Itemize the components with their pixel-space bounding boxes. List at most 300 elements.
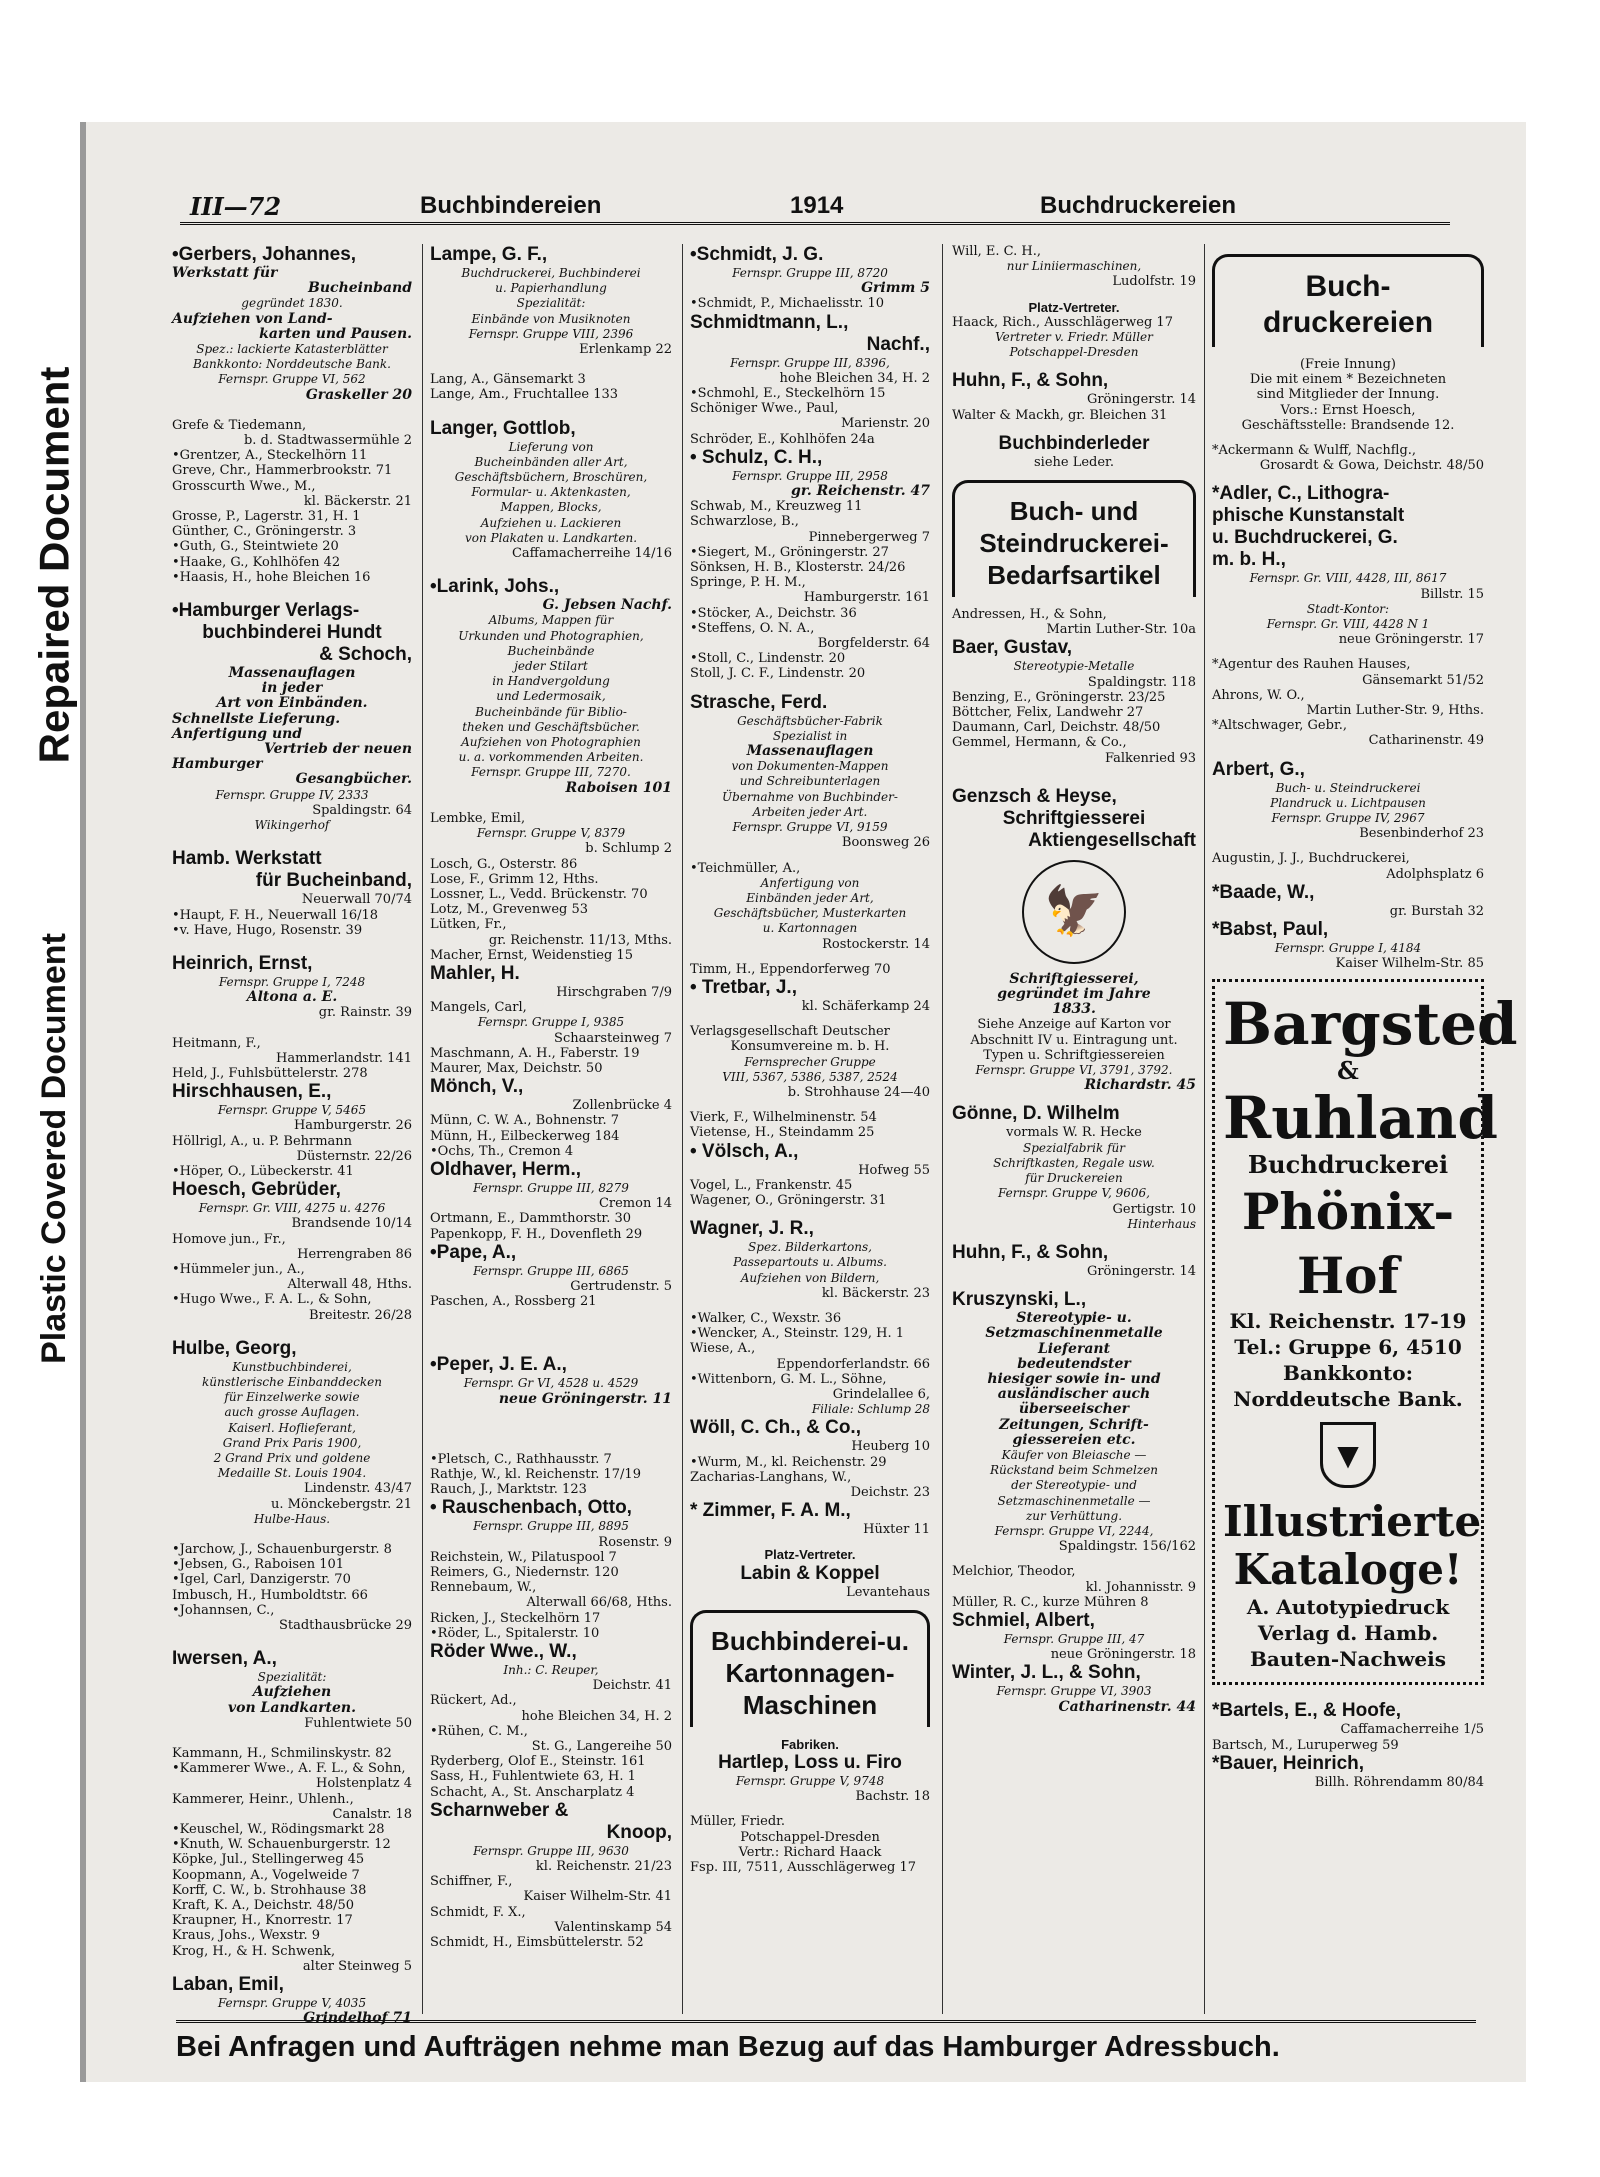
entry-line: Fernspr. Gruppe V, 9748	[735, 1774, 885, 1789]
entry-line: St. G., Langereihe 50	[531, 1739, 672, 1755]
entry-line: Einbände von Musiknoten	[471, 311, 631, 326]
entry-line: Benzing, E., Gröningerstr. 23/25	[952, 689, 1166, 705]
spacer	[952, 1279, 1196, 1289]
entry-heading: Mönch, V.,	[430, 1076, 524, 1098]
entry-line: Catharinenstr. 49	[1368, 733, 1484, 749]
entry-line: Hulbe-Haus.	[253, 1511, 331, 1526]
entry-line: kl. Schäferkamp 24	[801, 998, 930, 1014]
entry-line: Inh.: C. Reuper,	[503, 1663, 599, 1678]
entry-line: Hamburger	[172, 756, 263, 773]
entry-line: Buch- u. Steindruckerei	[1275, 780, 1421, 795]
entry-line: überseeischer	[1018, 1401, 1130, 1418]
plastic-covered-label: Plastic Covered Document	[14, 868, 94, 1428]
column-5-after-entries	[1212, 1700, 1484, 1790]
entry-line: Urkunden und Photographien,	[458, 628, 644, 643]
spacer	[690, 682, 930, 692]
entry-line: Wikingerhof	[254, 818, 330, 833]
entry-line: von Dokumenten-Mappen	[731, 759, 889, 774]
entry-line: Cremon 14	[598, 1196, 672, 1212]
column-4-after-entries	[952, 607, 1196, 1715]
entry-line: (Freie Innung)	[1299, 357, 1396, 372]
entry-line: •Johannsen, C.,	[172, 1602, 275, 1618]
entry-line: Kammann, H., Schmilinskystr. 82	[172, 1746, 392, 1762]
entry-line: •Haupt, F. H., Neuerwall 16/18	[172, 907, 379, 923]
entry-line: Spaldingstr. 156/162	[1058, 1539, 1196, 1555]
ad-line: Kl. Reichenstr. 17-19	[1229, 1309, 1467, 1334]
entry-line: u. Kartonnagen	[762, 921, 858, 936]
entry-line: Greve, Chr., Hammerbrookstr. 71	[172, 463, 393, 479]
entry-line: Wiese, A.,	[690, 1341, 756, 1357]
entry-line: Grimm 5	[861, 280, 930, 297]
spacer	[172, 1633, 412, 1648]
entry-line: neue Gröningerstr. 11	[498, 1390, 672, 1407]
entry-line: Spezialität:	[257, 1670, 327, 1685]
spacer	[430, 1324, 672, 1339]
entry-line: Mappen, Blocks,	[500, 500, 602, 515]
entry-line: Sass, H., Fuhlentwiete 63, H. 1	[430, 1769, 636, 1785]
entry-line: gr. Rainstr. 39	[318, 1005, 412, 1021]
entry-line: Hüxter 11	[863, 1522, 930, 1538]
entry-heading: & Schoch,	[319, 644, 412, 666]
entry-line: bedeutendster	[1017, 1355, 1131, 1372]
entry-line: theken und Geschäftsbücher.	[462, 719, 640, 734]
entry-heading: Schmiel, Albert,	[952, 1609, 1095, 1631]
entry-line: Stoll, J. C. F., Lindenstr. 20	[690, 666, 866, 682]
spacer	[952, 1093, 1196, 1103]
entry-heading: Wöll, C. Ch., & Co.,	[690, 1417, 861, 1439]
entry-heading: Hulbe, Georg,	[172, 1337, 297, 1359]
entry-line: Geschäftsbüchern, Broschüren,	[454, 470, 648, 485]
entry-line: Vierk, F., Wilhelminenstr. 54	[690, 1110, 877, 1126]
entry-line: Holstenplatz 4	[316, 1776, 412, 1792]
entry-line: Martin Luther-Str. 9, Hths.	[1306, 703, 1484, 719]
entry-heading: •Hamburger Verlags-	[172, 600, 360, 622]
entry-line: Kraft, K. A., Deichstr. 48/50	[172, 1898, 355, 1914]
entry-line: Stereotypie-Metalle	[1013, 659, 1135, 674]
entry-line: Münn, C. W. A., Bohnenstr. 7	[430, 1113, 619, 1129]
entry-line: Einbänden jeder Art,	[746, 890, 874, 905]
column-3-entries	[690, 244, 930, 1600]
entry-line: karten und Pausen.	[259, 325, 412, 342]
entry-line: •Grentzer, A., Steckelhörn 11	[172, 448, 368, 464]
entry-line: Fernspr. Gr. VIII, 4428, III, 8617	[1249, 571, 1447, 586]
entry-heading: *Bartels, E., & Hoofe,	[1212, 1700, 1401, 1722]
entry-line: Losch, G., Osterstr. 86	[430, 856, 578, 872]
entry-line: Schaarsteinweg 7	[554, 1030, 672, 1046]
entry-line: Käufer von Bleiasche —	[1001, 1447, 1147, 1462]
entry-line: Richardstr. 45	[1084, 1077, 1196, 1094]
entry-line: Altona a. E.	[246, 989, 338, 1006]
entry-heading: Winter, J. L., & Sohn,	[952, 1662, 1141, 1684]
entry-line: Fernspr. Gruppe IV, 2967	[1271, 811, 1425, 826]
entry-line: Abschnitt IV u. Eintragung unt.	[970, 1032, 1178, 1048]
entry-line: Fuhlentwiete 50	[304, 1715, 412, 1731]
entry-line: •Igel, Carl, Danzigerstr. 70	[172, 1572, 351, 1588]
spacer	[172, 938, 412, 953]
entry-line: Deichstr. 41	[592, 1678, 672, 1694]
entry-line: Fernspr. Gr VI, 4528 u. 4529	[463, 1376, 639, 1391]
spacer	[690, 1100, 930, 1110]
entry-line: Anfertigung von	[760, 875, 860, 890]
entry-line: Rückstand beim Schmelzen	[989, 1463, 1159, 1478]
entry-heading: Gönne, D. Wilhelm	[952, 1103, 1120, 1125]
entry-line: Geschäftsbücher, Musterkarten	[713, 906, 907, 921]
entry-line: Münn, H., Eilbeckerweg 184	[430, 1128, 620, 1144]
entry-line: Kraus, Johs., Wexstr. 9	[172, 1928, 321, 1944]
entry-line: Fernspr. Gruppe III, 8396,	[730, 355, 890, 370]
header-year: 1914	[790, 192, 844, 219]
entry-line: Aufziehen von Photographien	[461, 735, 641, 750]
entry-line: Macher, Ernst, Weidenstieg 15	[430, 947, 633, 963]
entry-line: Kammerer, Heinr., Uhlenh.,	[172, 1791, 354, 1807]
entry-line: Wagener, O., Gröningerstr. 31	[690, 1192, 887, 1208]
spacer	[952, 290, 1196, 300]
header-left-title: Buchbindereien	[420, 192, 602, 219]
entry-line: neue Gröningerstr. 18	[1050, 1647, 1196, 1663]
entry-line: Heuberg 10	[851, 1439, 930, 1455]
spacer	[430, 357, 672, 372]
entry-line: Medaille St. Louis 1904.	[217, 1466, 367, 1481]
entry-line: jeder Stilart	[514, 659, 588, 674]
entry-heading: Langer, Gottlob,	[430, 417, 576, 439]
entry-line: gegründet im Jahre	[997, 986, 1151, 1003]
entry-line: und Schreibunterlagen	[739, 774, 881, 789]
entry-line: *Altschwager, Gebr.,	[1212, 718, 1347, 734]
column-divider	[942, 244, 943, 2014]
entry-line: Haack, Rich., Ausschlägerweg 17	[952, 314, 1173, 330]
entry-line: Fernspr. Gruppe I, 4184	[1274, 941, 1422, 956]
entry-line: Gesangbücher.	[295, 771, 412, 788]
spacer	[430, 1309, 672, 1324]
entry-line: Plandruck u. Lichtpausen	[1270, 795, 1426, 810]
entry-line: Fernspr. Gruppe III, 7270.	[471, 765, 631, 780]
ad-line: Bauten-Nachweis	[1250, 1647, 1446, 1672]
entry-line: •Hümmeler jun., A.,	[172, 1261, 305, 1277]
entry-line: Fernspr. Gruppe III, 47	[1003, 1631, 1145, 1646]
entry-line: Ahrons, W. O.,	[1212, 687, 1305, 703]
entry-heading: Röder Wwe., W.,	[430, 1641, 577, 1663]
entry-line: Vogel, L., Frankenstr. 45	[690, 1177, 853, 1193]
entry-line: gr. Reichenstr. 47	[791, 483, 930, 500]
entry-heading: Schmidtmann, L.,	[690, 311, 849, 333]
entry-line: Ricken, J., Steckelhörn 17	[430, 1610, 601, 1626]
entry-line: Arbeiten jeder Art.	[752, 804, 868, 819]
entry-line: •Wencker, A., Steinstr. 129, H. 1	[690, 1326, 904, 1342]
entry-line: •Ochs, Th., Cremon 4	[430, 1143, 574, 1159]
entry-line: sind Mitglieder der Innung.	[1256, 387, 1440, 403]
entry-line: Stereotypie- u.	[1016, 1310, 1132, 1327]
ad-line: Verlag d. Hamb.	[1257, 1621, 1439, 1646]
entry-line: Köpke, Jul., Stellingerweg 45	[172, 1852, 365, 1868]
entry-line: •Haake, G., Kohlhöfen 42	[172, 554, 341, 570]
entry-line: Fernspr. Gruppe I, 9385	[477, 1015, 625, 1030]
entry-line: Typen u. Schriftgiessereien	[983, 1047, 1165, 1063]
entry-line: Konsumvereine m. b. H.	[730, 1039, 890, 1055]
spacer	[430, 1339, 672, 1354]
entry-line: Bachstr. 18	[855, 1789, 930, 1805]
entry-line: Levantehaus	[846, 1584, 930, 1600]
entry-line: Spezialität:	[516, 296, 586, 311]
entry-line: Gänsemarkt 51/52	[1362, 672, 1484, 688]
ad-line: &	[1337, 1056, 1359, 1086]
entry-line: kl. Johannisstr. 9	[1085, 1579, 1196, 1595]
entry-line: Schwab, M., Kreuzweg 11	[690, 499, 863, 515]
section-box-bedarfsartikel: Buch- und Steindruckerei-Bedarfsartikel	[952, 480, 1196, 597]
entry-line: kl. Bäckerstr. 23	[821, 1285, 930, 1301]
spacer	[172, 1527, 412, 1542]
entry-line: Zollenbrücke 4	[572, 1098, 672, 1114]
entry-line: Gröningerstr. 14	[1086, 392, 1196, 408]
entry-line: Bartsch, M., Luruperweg 59	[1212, 1737, 1399, 1753]
entry-line: von Plakaten u. Landkarten.	[464, 530, 638, 545]
entry-line: gr. Reichenstr. 11/13, Mths.	[488, 932, 672, 948]
entry-line: Timm, H., Eppendorferweg 70	[690, 961, 891, 977]
repaired-document-label: Repaired Document	[14, 285, 94, 845]
entry-line: Valentinskamp 54	[554, 1919, 672, 1935]
spacer	[172, 1731, 412, 1746]
column-5-entries	[1212, 357, 1484, 971]
ad-line: Illustrierte	[1223, 1497, 1482, 1547]
entry-line: •Pletsch, C., Rathhausstr. 7	[430, 1451, 612, 1467]
entry-line: Bucheinbände	[507, 643, 595, 658]
entry-line: Spaldingstr. 64	[312, 802, 412, 818]
entry-line: Stadt-Kontor:	[1306, 601, 1390, 616]
entry-line: Besenbinderhof 23	[1359, 826, 1484, 842]
column-1	[172, 244, 412, 2026]
entry-line: Fernspr. Gruppe V, 5465	[217, 1103, 367, 1118]
entry-line: Adolphsplatz 6	[1386, 866, 1484, 882]
entry-line: Formular- u. Aktenkasten,	[471, 485, 631, 500]
column-3	[690, 244, 930, 1875]
entry-heading: Baer, Gustav,	[952, 637, 1073, 659]
shield-icon: ▼	[1320, 1422, 1376, 1488]
entry-line: •Siegert, M., Gröningerstr. 27	[690, 544, 889, 560]
entry-heading: phische Kunstanstalt	[1212, 505, 1405, 527]
entry-line: zur Verhüttung.	[1025, 1508, 1123, 1523]
entry-line: Lossner, L., Vedd. Brückenstr. 70	[430, 886, 648, 902]
entry-line: Imbusch, H., Humboldtstr. 66	[172, 1587, 368, 1603]
entry-line: Aufziehen u. Lackieren	[480, 515, 622, 530]
entry-heading: Iwersen, A.,	[172, 1648, 277, 1670]
ad-line: A. Autotypiedruck	[1246, 1595, 1450, 1620]
entry-line: •Stoll, C., Lindenstr. 20	[690, 651, 846, 667]
entry-line: in jeder	[261, 680, 323, 697]
entry-line: Fernspr. Gr. VIII, 4275 u. 4276	[198, 1201, 386, 1216]
entry-line: Grosse, P., Lagerstr. 31, H. 1	[172, 509, 361, 525]
entry-line: Vertrieb der neuen	[264, 741, 412, 758]
entry-line: Schröder, E., Kohlhöfen 24a	[690, 431, 875, 447]
entry-line: Bucheinbänden aller Art,	[474, 454, 628, 469]
entry-line: Spez.: lackierte Katasterblätter	[196, 342, 388, 357]
entry-line: Maurer, Max, Deichstr. 50	[430, 1060, 603, 1076]
spacer	[690, 1804, 930, 1814]
entry-line: Schacht, A., St. Anscharplatz 4	[430, 1784, 635, 1800]
entry-line: Brandsende 10/14	[291, 1216, 412, 1232]
entry-line: Falkenried 93	[1104, 750, 1196, 766]
entry-line: Hammerlandstr. 141	[275, 1050, 412, 1066]
entry-line: Spezialist in	[772, 728, 848, 743]
entry-heading: Huhn, F., & Sohn,	[952, 370, 1109, 392]
column-divider	[682, 244, 683, 2014]
entry-line: auch grosse Auflagen.	[224, 1405, 360, 1420]
entry-line: u. Mönckebergstr. 21	[270, 1496, 412, 1512]
entry-line: Will, E. C. H.,	[952, 244, 1041, 259]
entry-line: u. Papierhandlung	[495, 281, 607, 296]
entry-line: Papenkopp, F. H., Dovenfleth 29	[430, 1226, 643, 1242]
entry-line: Krog, H., & H. Schwenk,	[172, 1943, 336, 1959]
entry-line: Bucheinbände für Biblio-	[475, 704, 627, 719]
entry-line: Herrengraben 86	[297, 1246, 412, 1262]
entry-line: Rathje, W., kl. Reichenstr. 17/19	[430, 1466, 641, 1482]
entry-line: Marienstr. 20	[841, 416, 930, 432]
entry-line: G. Jebsen Nachf.	[542, 597, 672, 614]
entry-heading: Aktiengesellschaft	[1028, 829, 1196, 851]
spacer	[172, 585, 412, 600]
entry-line: Verlagsgesellschaft Deutscher	[690, 1024, 890, 1040]
footer-note: Bei Anfragen und Aufträgen nehme man Bezug auf das Hamburger Adressbuch.	[176, 2020, 1476, 2064]
entry-line: b. Schlump 2	[585, 841, 672, 857]
page-number: III—72	[190, 192, 282, 221]
entry-line: *Ackermann & Wulff, Nachflg.,	[1212, 443, 1417, 459]
entry-line: Fernspr. Gruppe III, 6865	[473, 1263, 629, 1278]
spacer	[172, 403, 412, 418]
entry-line: •Haasis, H., hohe Bleichen 16	[172, 569, 371, 585]
entry-line: Ryderberg, Olof E., Steinstr. 161	[430, 1754, 646, 1770]
entry-heading: Buchbinderleder	[998, 432, 1150, 454]
entry-line: Gemmel, Hermann, & Co.,	[952, 735, 1127, 751]
column-divider	[422, 244, 423, 2014]
entry-line: •Röder, L., Spitalerstr. 10	[430, 1625, 600, 1641]
entry-line: Übernahme von Buchbinder-	[722, 789, 898, 804]
entry-line: Lotz, M., Grevenweg 53	[430, 902, 589, 918]
entry-line: Fernspr. Gruppe V, 9606,	[997, 1186, 1150, 1201]
entry-heading: u. Buchdruckerei, G.	[1212, 527, 1398, 549]
entry-line: Gröningerstr. 14	[1086, 1263, 1196, 1279]
entry-line: Buchdruckerei, Buchbinderei	[461, 266, 641, 280]
entry-line: Billh. Röhrendamm 80/84	[1314, 1774, 1484, 1790]
entry-line: Caffamacherreihe 14/16	[511, 546, 672, 562]
entry-line: Setzmaschinenmetalle	[985, 1325, 1163, 1342]
entry-heading: • Schulz, C. H.,	[690, 446, 823, 468]
entry-line: Ludolfstr. 19	[1112, 274, 1196, 290]
entry-line: siehe Leder.	[1034, 454, 1114, 470]
entry-heading: Genzsch & Heyse,	[952, 785, 1117, 807]
entry-heading: Kruszynski, L.,	[952, 1289, 1087, 1311]
entry-heading: Schriftgiesserei	[1002, 807, 1146, 829]
entry-line: Fernsprecher Gruppe	[744, 1054, 876, 1069]
entry-heading: m. b. H.,	[1212, 549, 1286, 571]
entry-line: Catharinenstr. 44	[1058, 1698, 1196, 1715]
spacer	[1212, 473, 1484, 483]
entry-line: •Hugo Wwe., F. A. L., & Sohn,	[172, 1292, 372, 1308]
entry-heading: •Gerbers, Johannes,	[172, 244, 357, 265]
entry-heading: *Bauer, Heinrich,	[1212, 1752, 1365, 1774]
entry-line: Neuerwall 70/74	[301, 892, 412, 908]
entry-heading: Hartlep, Loss u. Firo	[718, 1752, 902, 1774]
entry-heading: Hamb. Werkstatt	[172, 848, 322, 870]
entry-line: Martin Luther-Str. 10a	[1046, 622, 1196, 638]
entry-line: Vietense, H., Steindamm 25	[690, 1125, 875, 1141]
entry-line: Erlenkamp 22	[579, 342, 672, 358]
entry-line: von Landkarten.	[228, 1699, 356, 1716]
ad-line: Norddeutsche Bank.	[1233, 1387, 1463, 1412]
ad-line: Buchdruckerei	[1247, 1150, 1449, 1180]
page-header	[180, 192, 1450, 225]
entry-heading: • Völsch, A.,	[690, 1140, 799, 1162]
entry-line: •Schmidt, P., Michaelisstr. 10	[690, 296, 885, 312]
entry-line: Maschmann, A. H., Faberstr. 19	[430, 1045, 640, 1061]
entry-line: hiesiger sowie in- und	[987, 1370, 1161, 1387]
entry-line: Andressen, H., & Sohn,	[952, 607, 1107, 623]
entry-line: Aufziehen	[252, 1684, 332, 1701]
entry-line: •Keuschel, W., Rödingsmarkt 28	[172, 1822, 385, 1838]
entry-line: Fernspr. Gruppe V, 8379	[476, 826, 626, 841]
entry-line: •Teichmüller, A.,	[690, 860, 801, 876]
entry-line: gegründet 1830.	[241, 296, 343, 311]
entry-line: Lang, A., Gänsemarkt 3	[430, 372, 586, 388]
entry-line: ausländischer auch	[997, 1386, 1151, 1403]
entry-line: Spezialfabrik für	[1023, 1140, 1125, 1155]
spacer	[952, 766, 1196, 776]
entry-line: Kaiser Wilhelm-Str. 41	[523, 1889, 672, 1905]
column-4	[952, 244, 1196, 1715]
entry-line: Platz-Vertreter.	[1028, 299, 1120, 315]
entry-line: •v. Have, Hugo, Rosenstr. 39	[172, 922, 363, 938]
entry-line: Grefe & Tiedemann,	[172, 417, 307, 433]
entry-line: Sönksen, H. B., Klosterstr. 24/26	[690, 560, 906, 576]
entry-line: kl. Bäckerstr. 21	[303, 493, 412, 509]
entry-line: Lieferant	[1037, 1340, 1111, 1357]
entry-line: Kaiser Wilhelm-Str. 85	[1335, 956, 1484, 972]
column-4-entries	[952, 244, 1196, 470]
entry-line: Geschäftsstelle: Brandsende 12.	[1241, 417, 1455, 433]
entry-line: Rennebaum, W.,	[430, 1580, 537, 1596]
entry-line: Fernspr. Gruppe VI, 3791, 3792.	[975, 1063, 1173, 1078]
entry-heading: •Pape, A.,	[430, 1241, 517, 1263]
entry-line: Siehe Anzeige auf Karton vor	[977, 1017, 1171, 1033]
entry-line: Stadthausbrücke 29	[278, 1618, 412, 1634]
entry-line: Fernspr. Gruppe III, 8895	[473, 1519, 629, 1534]
entry-line: Vertr.: Richard Haack	[738, 1844, 882, 1860]
entry-line: Koopmann, A., Vogelweide 7	[172, 1867, 360, 1883]
column-5	[1212, 244, 1518, 1790]
entry-line: Schnellste Lieferung.	[172, 710, 341, 727]
entry-line: Höllrigl, A., u. P. Behrmann	[172, 1133, 353, 1149]
entry-line: Geschäftsbücher-Fabrik	[737, 713, 883, 728]
entry-line: Paschen, A., Rossberg 21	[430, 1294, 597, 1310]
entry-line: Korff, C. W., b. Strohhause 38	[172, 1882, 367, 1898]
entry-heading: Wagner, J. R.,	[690, 1218, 814, 1240]
entry-line: Potschappel-Dresden	[1009, 345, 1139, 360]
entry-line: Melchior, Theodor,	[952, 1564, 1076, 1580]
entry-line: Anfertigung und	[172, 725, 303, 742]
entry-heading: Hoesch, Gebrüder,	[172, 1179, 341, 1201]
eagle-icon: 🦅	[1022, 860, 1126, 964]
entry-line: Gertigstr. 10	[1112, 1201, 1196, 1217]
entry-line: Hirschgraben 7/9	[556, 984, 672, 1000]
entry-line: Rückert, Ad.,	[430, 1693, 517, 1709]
entry-line: Fernspr. Gruppe III, 9630	[473, 1843, 629, 1858]
entry-line: in Handvergoldung	[492, 674, 610, 689]
entry-line: Passepartouts u. Albums.	[733, 1255, 887, 1270]
entry-heading: Oldhaver, Herm.,	[430, 1158, 582, 1180]
entry-line: Kraupner, H., Knorrestr. 17	[172, 1913, 353, 1929]
entry-heading: *Adler, C., Lithogra-	[1212, 483, 1390, 505]
entry-line: Günther, C., Gröningerstr. 3	[172, 524, 357, 540]
entry-line: Fernspr. Gruppe III, 8720	[732, 266, 888, 280]
entry-line: Borgfelderstr. 64	[817, 636, 930, 652]
entry-heading: * Zimmer, F. A. M.,	[690, 1500, 851, 1522]
